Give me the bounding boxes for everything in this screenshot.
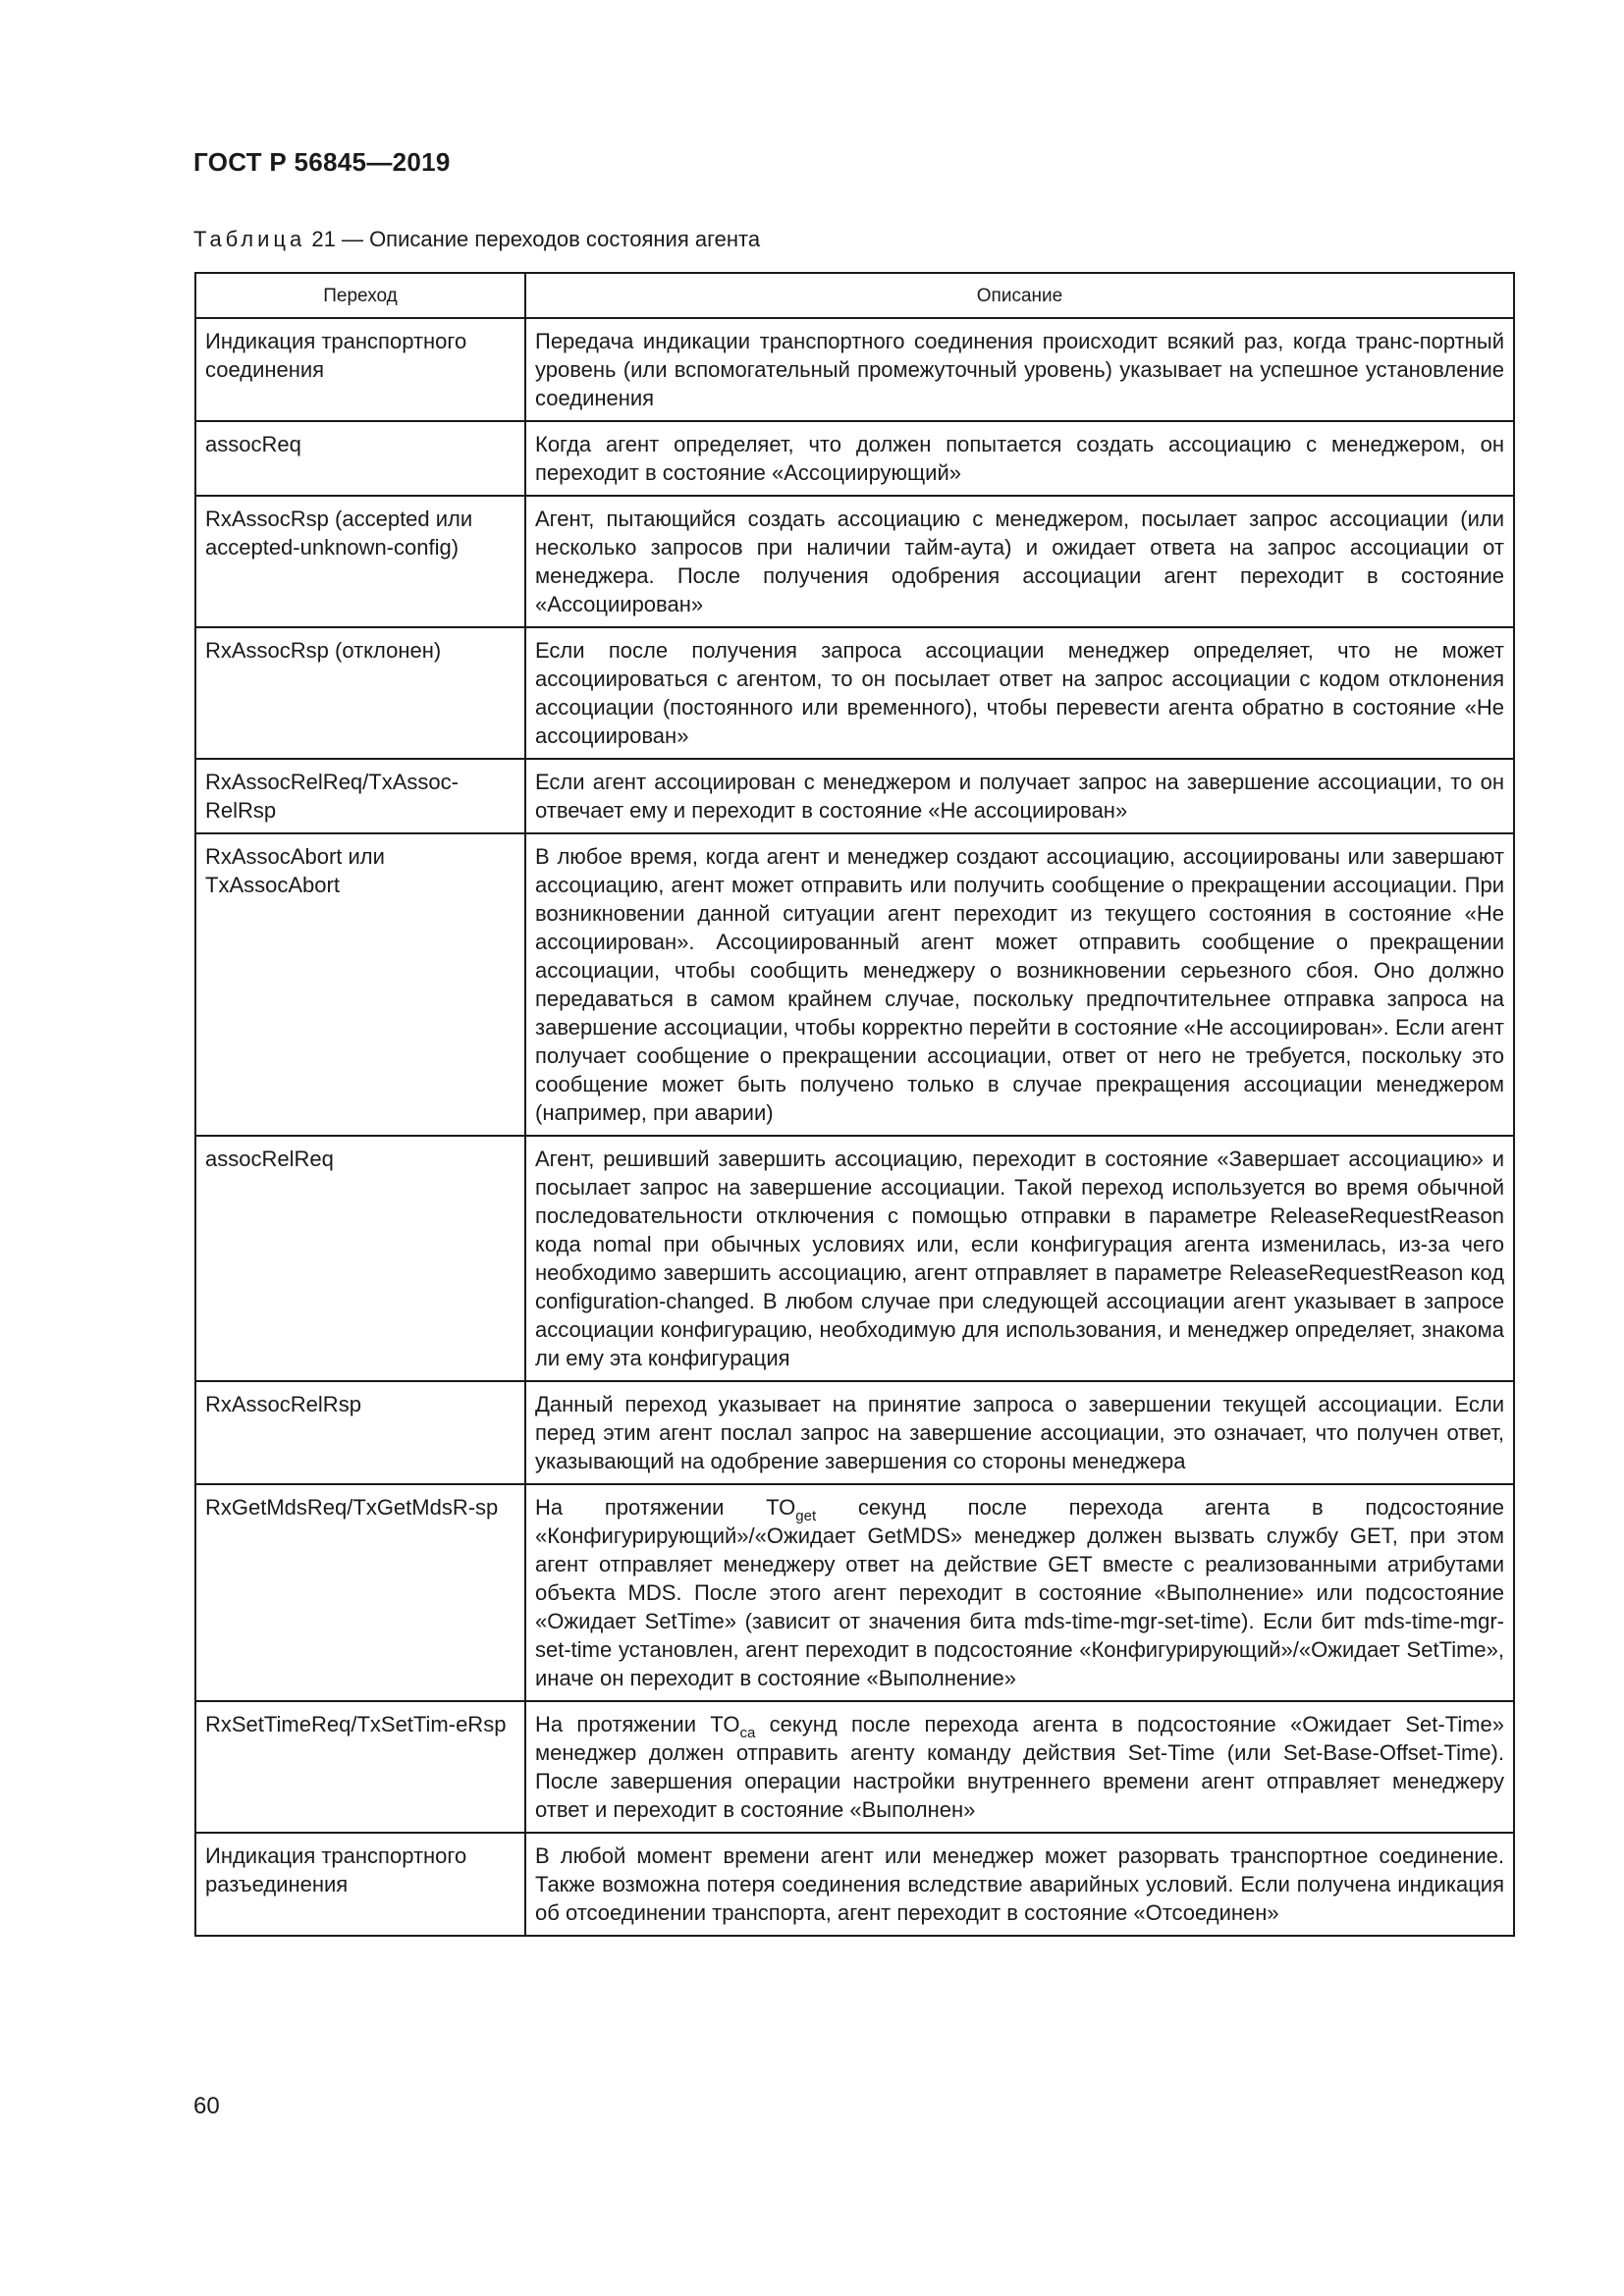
table-row	[195, 1381, 1514, 1484]
table-row	[195, 1833, 1514, 1936]
timeout-subscript: get	[795, 1508, 817, 1524]
transition-cell: RxAssocRelRsp	[195, 1381, 525, 1484]
description-cell: Если после получения запроса ассоциации менеджер определяет, что не может ассоциироваться с агентом, то он посылает ответ на запрос ассоциации с кодом отклонения ассоциации (постоянного или временного), чтобы перевести агента обратно в состояние «Не ассоциирован»	[525, 627, 1514, 759]
description-cell: Если агент ассоциирован с менеджером и получает запрос на завершение ассоциации, то он отвечает ему и переходит в состояние «Не ассоциирован»	[525, 759, 1514, 833]
table-row	[195, 627, 1514, 759]
transition-cell: RxGetMdsReq/TxGetMdsR-sp	[195, 1484, 525, 1701]
table-row	[195, 1701, 1514, 1833]
description-text-end: секунд после перехода агента в подсостояние «Конфигурирующий»/«Ожидает GetMDS» менеджер должен вызвать службу GET, при этом агент отправляет менеджеру ответ на действие GET вместе с реализованными атрибутами объекта MDS. После этого агент переходит в состояние «Выполнение» или подсостояние «Ожидает SetTime» (зависит от значения бита mds-time-mgr-set-time). Если бит mds-time-mgr-set-time установлен, агент переходит в подсостояние «Конфигурирующий»/«Ожидает SetTime», иначе он переходит в состояние «Выполнение»	[535, 1495, 1504, 1690]
transition-cell: assocRelReq	[195, 1136, 525, 1381]
description-cell	[525, 1701, 1514, 1833]
table-caption-label: Таблица	[193, 227, 306, 251]
table-caption	[193, 227, 760, 252]
document-standard-header: ГОСТ Р 56845—2019	[193, 147, 451, 177]
transition-cell: RxAssocRsp (accepted или accepted-unknown-config)	[195, 496, 525, 627]
transition-cell: RxAssocRsp (отклонен)	[195, 627, 525, 759]
description-cell: Агент, пытающийся создать ассоциацию с менеджером, посылает запрос ассоциации (или несколько запросов при наличии тайм-аута) и ожидает ответа на запрос ассоциации от менеджера. После получения одобрения ассоциации агент переходит в состояние «Ассоциирован»	[525, 496, 1514, 627]
transition-cell: assocReq	[195, 421, 525, 496]
transition-cell: RxSetTimeReq/TxSetTim-eRsp	[195, 1701, 525, 1833]
table-caption-title: 21 — Описание переходов состояния агента	[305, 227, 761, 251]
table-row	[195, 1484, 1514, 1701]
transition-cell: RxAssocRelReq/TxAssoc-RelRsp	[195, 759, 525, 833]
page-number: 60	[193, 2093, 220, 2119]
timeout-subscript: ca	[739, 1725, 756, 1741]
table-row	[195, 496, 1514, 627]
table-row	[195, 421, 1514, 496]
description-cell: Когда агент определяет, что должен попытается создать ассоциацию с менеджером, он переходит в состояние «Ассоциирующий»	[525, 421, 1514, 496]
description-cell: Передача индикации транспортного соединения происходит всякий раз, когда транс-портный уровень (или вспомогательный промежуточный уровень) указывает на успешное установление соединения	[525, 318, 1514, 421]
table-header-row	[195, 273, 1514, 318]
table-row	[195, 1136, 1514, 1381]
description-text-end: секунд после перехода агента в подсостояние «Ожидает Set-Time» менеджер должен отправить агенту команду действия Set-Time (или Set-Base-Offset-Time). После завершения операции настройки внутреннего времени агент отправляет менеджеру ответ и переходит в состояние «Выполнен»	[535, 1712, 1504, 1822]
description-cell: Данный переход указывает на принятие запроса о завершении текущей ассоциации. Если перед этим агент послал запрос на завершение ассоциации, это означает, что получен ответ, указывающий на одобрение завершения со стороны менеджера	[525, 1381, 1514, 1484]
agent-transitions-table	[194, 272, 1515, 1937]
description-cell: В любой момент времени агент или менеджер может разорвать транспортное соединение. Также возможна потеря соединения вследствие аварийных условий. Если получена индикация об отсоединении транспорта, агент переходит в состояние «Отсоединен»	[525, 1833, 1514, 1936]
description-text-start: На протяжении TO	[535, 1495, 796, 1520]
transition-cell: Индикация транспортного соединения	[195, 318, 525, 421]
column-header-description: Описание	[525, 273, 1514, 318]
table-row	[195, 759, 1514, 833]
transition-cell: Индикация транспортного разъединения	[195, 1833, 525, 1936]
transition-cell: RxAssocAbort или TxAssocAbort	[195, 833, 525, 1136]
description-cell	[525, 1484, 1514, 1701]
description-cell: Агент, решивший завершить ассоциацию, переходит в состояние «Завершает ассоциацию» и посылает запрос на завершение ассоциации. Такой переход используется во время обычной последовательности отключения с помощью отправки в параметре ReleaseRequestReason кода nomal при обычных условиях или, если конфигурация агента изменилась, из-за чего необходимо завершить ассоциацию, агент отправляет в параметре ReleaseRequestReason код configuration-changed. В любом случае при следующей ассоциации агент указывает в запросе ассоциации конфигурацию, необходимую для использования, и менеджер определяет, знакома ли ему эта конфигурация	[525, 1136, 1514, 1381]
table-row	[195, 318, 1514, 421]
description-cell: В любое время, когда агент и менеджер создают ассоциацию, ассоциированы или завершают ассоциацию, агент может отправить или получить сообщение о прекращении ассоциации. При возникновении данной ситуации агент переходит из текущего состояния в состояние «Не ассоциирован». Ассоциированный агент может отправить сообщение о прекращении ассоциации, чтобы сообщить менеджеру о возникновении серьезного сбоя. Оно должно передаваться в самом крайнем случае, поскольку предпочтительнее отправка запроса на завершение ассоциации, чтобы корректно перейти в состояние «Не ассоциирован». Если агент получает сообщение о прекращении ассоциации, ответ от него не требуется, поскольку это сообщение может быть получено только в случае прекращения ассоциации менеджером (например, при аварии)	[525, 833, 1514, 1136]
column-header-transition: Переход	[195, 273, 525, 318]
description-text-start: На протяжении TO	[535, 1712, 740, 1736]
table-row	[195, 833, 1514, 1136]
